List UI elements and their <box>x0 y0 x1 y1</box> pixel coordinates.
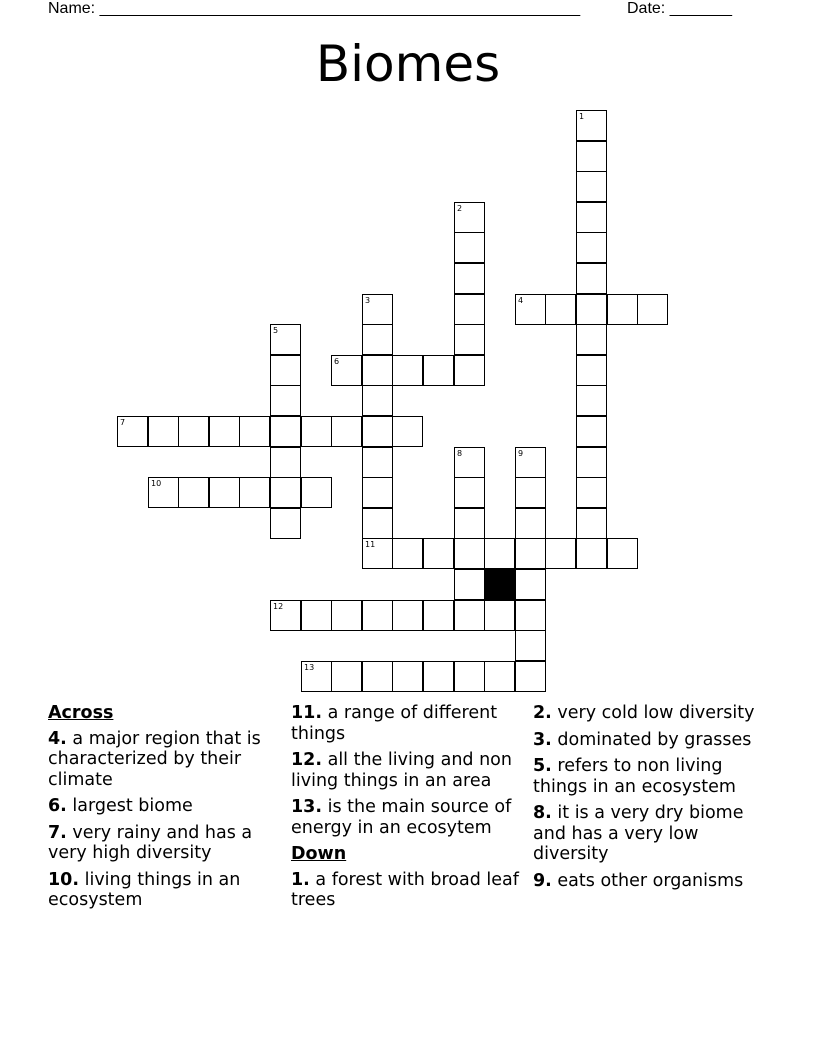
grid-cell[interactable] <box>270 416 301 447</box>
grid-cell[interactable] <box>454 232 485 263</box>
grid-cell[interactable] <box>392 600 423 631</box>
grid-cell[interactable] <box>515 538 546 569</box>
clue-number: 13 <box>304 663 315 672</box>
grid-cell[interactable] <box>423 600 454 631</box>
clues-column-2 <box>291 703 519 917</box>
grid-cell[interactable] <box>454 324 485 355</box>
grid-cell[interactable] <box>454 202 485 233</box>
grid-cell[interactable] <box>576 385 607 416</box>
clue-down-5: 5. refers to non living things in an ecosystem <box>533 756 736 797</box>
grid-cell[interactable] <box>484 600 515 631</box>
grid-cell[interactable] <box>576 508 607 539</box>
date-field[interactable]: Date: _______ <box>627 0 732 17</box>
clue-number: 1 <box>579 112 585 121</box>
grid-cell[interactable] <box>423 538 454 569</box>
clues-column-3 <box>533 703 769 897</box>
grid-cell[interactable] <box>270 600 301 631</box>
grid-cell[interactable] <box>576 171 607 202</box>
grid-cell[interactable] <box>454 538 485 569</box>
grid-cell[interactable] <box>576 447 607 478</box>
grid-cell[interactable] <box>576 110 607 141</box>
grid-cell[interactable] <box>239 477 270 508</box>
grid-cell[interactable] <box>515 600 546 631</box>
clue-number: 3 <box>365 296 371 305</box>
grid-cell[interactable] <box>515 294 546 325</box>
clue-number: 11 <box>365 540 376 549</box>
grid-cell[interactable] <box>270 447 301 478</box>
grid-cell[interactable] <box>576 232 607 263</box>
grid-cell[interactable] <box>301 661 332 692</box>
grid-cell[interactable] <box>454 600 485 631</box>
grid-cell[interactable] <box>607 538 638 569</box>
grid-cell[interactable] <box>484 661 515 692</box>
grid-cell[interactable] <box>607 294 638 325</box>
clue-down-3: 3. dominated by grasses <box>533 729 752 750</box>
grid-cell[interactable] <box>423 355 454 386</box>
grid-cell[interactable] <box>331 661 362 692</box>
grid-cell[interactable] <box>362 661 393 692</box>
grid-cell[interactable] <box>362 416 393 447</box>
grid-cell[interactable] <box>454 294 485 325</box>
grid-cell[interactable] <box>576 294 607 325</box>
clues-column-1 <box>48 703 284 917</box>
grid-cell[interactable] <box>515 447 546 478</box>
page-title: Biomes <box>315 35 501 93</box>
clue-across-6: 6. largest biome <box>48 796 193 816</box>
grid-cell[interactable] <box>454 661 485 692</box>
grid-cell[interactable] <box>392 661 423 692</box>
grid-cell[interactable] <box>209 416 240 447</box>
clue-across-11: 11. a range of different things <box>291 703 498 744</box>
grid-cell[interactable] <box>545 294 576 325</box>
clue-number: 6 <box>334 357 340 366</box>
clue-number: 8 <box>457 449 463 458</box>
grid-cell[interactable] <box>362 294 393 325</box>
grid-cell[interactable] <box>362 477 393 508</box>
grid-cell[interactable] <box>301 416 332 447</box>
grid-cell[interactable] <box>331 416 362 447</box>
grid-cell[interactable] <box>270 385 301 416</box>
grid-cell[interactable] <box>637 294 668 325</box>
grid-cell[interactable] <box>576 263 607 294</box>
grid-cell[interactable] <box>362 355 393 386</box>
grid-cell[interactable] <box>301 477 332 508</box>
clue-down-2: 2. very cold low diversity <box>533 703 755 723</box>
grid-cell[interactable] <box>576 324 607 355</box>
grid-cell[interactable] <box>362 538 393 569</box>
clue-across-12: 12. all the living and non living things in an area <box>291 750 512 791</box>
grid-cell[interactable] <box>392 416 423 447</box>
grid-cell[interactable] <box>270 477 301 508</box>
grid-cell[interactable] <box>301 600 332 631</box>
clue-number: 10 <box>151 479 162 488</box>
name-field[interactable]: Name: ______________________________________________________ <box>48 0 581 17</box>
grid-cell[interactable] <box>515 630 546 661</box>
clue-number: 9 <box>518 449 524 458</box>
grid-cell[interactable] <box>178 477 209 508</box>
grid-cell[interactable] <box>576 538 607 569</box>
clue-number: 4 <box>518 296 524 305</box>
clue-down-9: 9. eats other organisms <box>533 870 744 891</box>
clue-number: 5 <box>273 326 279 335</box>
clue-across-10: 10. living things in an ecosystem <box>48 869 241 910</box>
grid-cell[interactable] <box>270 508 301 539</box>
grid-cell[interactable] <box>362 508 393 539</box>
clue-down-8: 8. it is a very dry biome and has a very low diversity <box>533 803 744 864</box>
grid-cell[interactable] <box>515 508 546 539</box>
grid-cell[interactable] <box>454 355 485 386</box>
across-heading: Across <box>48 703 114 723</box>
grid-cell[interactable] <box>392 355 423 386</box>
clue-across-13: 13. is the main source of energy in an ecosytem <box>291 797 512 838</box>
grid-cell[interactable] <box>392 538 423 569</box>
grid-cell[interactable] <box>209 477 240 508</box>
grid-cell[interactable] <box>423 661 454 692</box>
grid-cell[interactable] <box>576 202 607 233</box>
grid-cell[interactable] <box>454 477 485 508</box>
clue-number: 7 <box>120 418 126 427</box>
grid-cell[interactable] <box>454 263 485 294</box>
grid-cell[interactable] <box>484 538 515 569</box>
grid-cell[interactable] <box>270 355 301 386</box>
grid-cell[interactable] <box>148 416 179 447</box>
grid-cell[interactable] <box>239 416 270 447</box>
grid-cell[interactable] <box>362 385 393 416</box>
grid-cell[interactable] <box>576 477 607 508</box>
grid-cell[interactable] <box>331 600 362 631</box>
grid-cell[interactable] <box>331 355 362 386</box>
grid-cell[interactable] <box>576 416 607 447</box>
grid-cell[interactable] <box>270 324 301 355</box>
grid-cell[interactable] <box>576 355 607 386</box>
grid-cell[interactable] <box>545 538 576 569</box>
grid-cell[interactable] <box>362 447 393 478</box>
clue-number: 12 <box>273 602 284 611</box>
grid-cell[interactable] <box>576 141 607 172</box>
down-heading: Down <box>291 844 347 864</box>
clue-number: 2 <box>457 204 463 213</box>
clue-across-7: 7. very rainy and has a very high diversity <box>48 822 253 863</box>
grid-cell[interactable] <box>362 324 393 355</box>
grid-cell[interactable] <box>454 569 485 600</box>
grid-cell[interactable] <box>117 416 148 447</box>
grid-cell[interactable] <box>454 447 485 478</box>
clue-across-4: 4. a major region that is characterized by their climate <box>48 728 261 790</box>
grid-cell[interactable] <box>515 661 546 692</box>
clue-down-1: 1. a forest with broad leaf trees <box>291 869 519 910</box>
grid-cell[interactable] <box>178 416 209 447</box>
grid-cell[interactable] <box>454 508 485 539</box>
grid-cell[interactable] <box>515 569 546 600</box>
grid-cell[interactable] <box>362 600 393 631</box>
black-cell <box>484 569 515 600</box>
grid-cell[interactable] <box>515 477 546 508</box>
grid-cell[interactable] <box>148 477 179 508</box>
